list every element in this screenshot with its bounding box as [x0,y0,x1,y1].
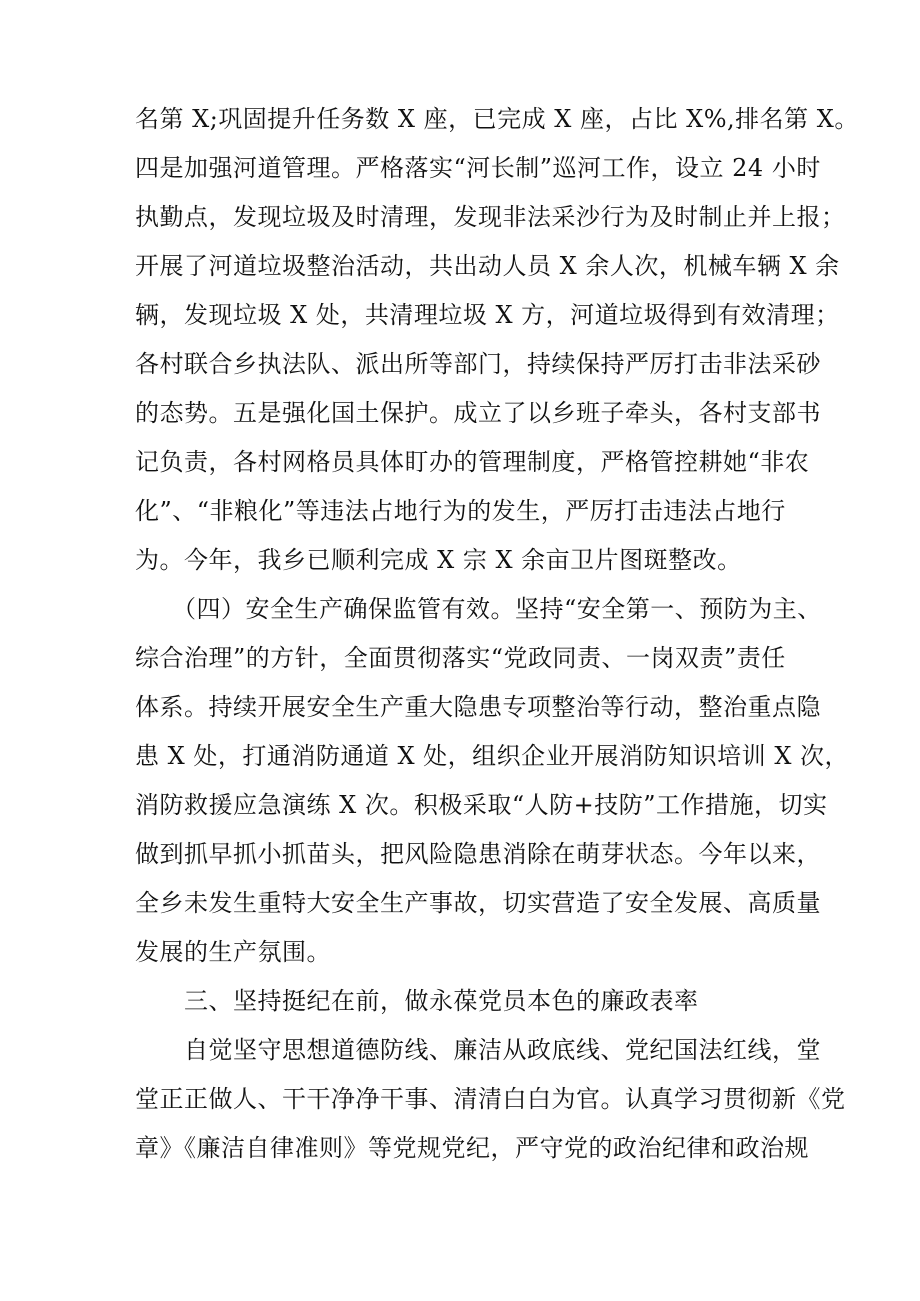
text-line: 开展了河道垃圾整治活动，共出动人员 X 余人次，机械车辆 X 余 [135,252,840,280]
text-line: 消防救援应急演练 X 次。积极采取“人防+技防”工作措施，切实 [135,791,828,819]
text-line: 四是加强河道管理。严格落实“河长制”巡河工作，设立 24 小时 [135,154,821,182]
text-line: 为。今年，我乡已顺利完成 X 宗 X 余亩卫片图斑整改。 [135,546,742,574]
text-line: 做到抓早抓小抓苗头，把风险隐患消除在萌芽状态。今年以来， [135,840,821,868]
text-line: 综合治理”的方针，全面贯彻落实“党政同责、一岗双责”责任 [135,644,786,672]
text-line: 堂正正做人、干干净净干事、清清白白为官。认真学习贯彻新《党 [135,1085,846,1113]
text-line: 自觉坚守思想道德防线、廉洁从政底线、党纪国法红线，堂 [135,1036,821,1064]
text-line: 执勤点，发现垃圾及时清理，发现非法采沙行为及时制止并上报； [135,203,846,231]
paragraph-safety-production [135,585,850,977]
text-line: 发展的生产氛围。 [135,938,331,966]
text-line: 章》《廉洁自律准则》等党规党纪，严守党的政治纪律和政治规 [135,1134,809,1162]
paragraph-integrity [135,1026,846,1173]
section-heading: 三、坚持挺纪在前，做永葆党员本色的廉政表率 [135,987,699,1015]
text-line: 化”、“非粮化”等违法占地行为的发生，严厉打击违法占地行 [135,497,786,525]
text-line: 辆，发现垃圾 X 处，共清理垃圾 X 方，河道垃圾得到有效清理； [135,301,840,329]
text-line: 全乡未发生重特大安全生产事故，切实营造了安全发展、高质量 [135,889,821,917]
text-line: 记负责，各村网格员具体盯办的管理制度，严格管控耕她“非农 [135,448,810,476]
text-line: 体系。持续开展安全生产重大隐患专项整治等行动，整治重点隐 [135,693,821,721]
text-line: 患 X 处，打通消防通道 X 处，组织企业开展消防知识培训 X 次， [135,742,850,770]
text-line: 的态势。五是强化国土保护。成立了以乡班子牵头，各村支部书 [135,399,821,427]
text-line: （四）安全生产确保监管有效。坚持“安全第一、预防为主、 [135,595,822,623]
text-line: 名第 X;巩固提升任务数 X 座，已完成 X 座，占比 X%,排名第 X。 [135,105,859,133]
paragraph-river-land [135,95,859,585]
document-body [135,95,859,1173]
text-line: 各村联合乡执法队、派出所等部门，持续保持严厉打击非法采砂 [135,350,821,378]
